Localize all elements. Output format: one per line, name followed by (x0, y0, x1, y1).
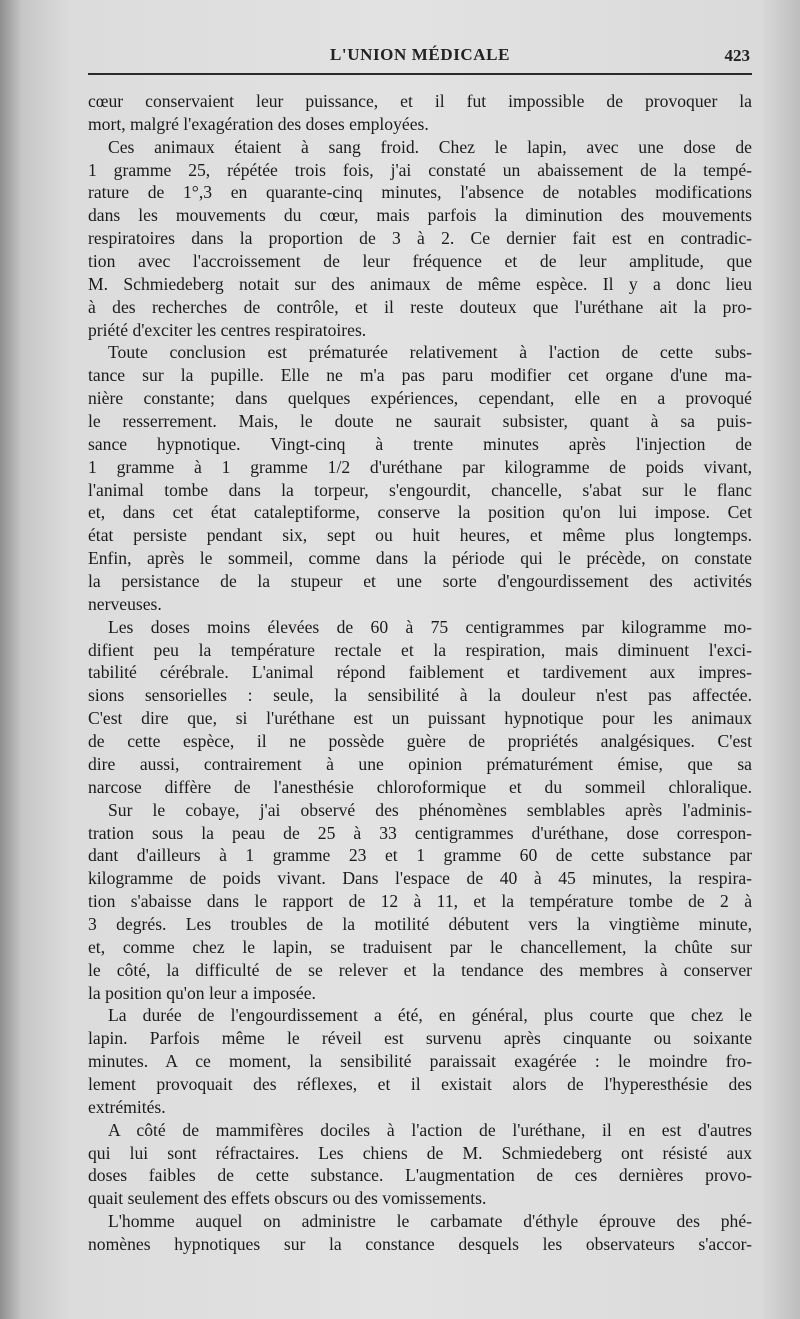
text-line: sions sensorielles : seule, la sensibilité à la douleur n'est pas affectée. (88, 685, 752, 706)
text-line: Sur le cobaye, j'ai observé des phénomènes semblables après l'adminis- (108, 799, 752, 820)
text-line: lapin. Parfois même le réveil est survenu après cinquante ou soixante (88, 1028, 752, 1049)
text-line: dire aussi, contrairement à une opinion prématurément émise, que sa (88, 753, 752, 774)
text-line: la persistance de la stupeur et une sorte d'engourdissement des activités (88, 571, 752, 592)
text-line: et, comme chez le lapin, se traduisent par le chancellement, la chûte sur (88, 936, 752, 957)
text-line: C'est dire que, si l'uréthane est un puissant hypnotique pour les animaux (88, 708, 752, 729)
text-line: minutes. A ce moment, la sensibilité paraissait exagérée : le moindre fro- (88, 1051, 752, 1072)
text-line: l'animal tombe dans la torpeur, s'engourdit, chancelle, s'abat sur le flanc (88, 479, 752, 500)
text-line: nière constante; dans quelques expériences, cependant, elle en a provoqué (88, 388, 752, 409)
text-line: à des recherches de contrôle, et il reste douteux que l'uréthane ait la pro- (88, 296, 752, 317)
text-line: 3 degrés. Les troubles de la motilité débutent vers la vingtième minute, (88, 913, 752, 934)
text-line: mort, malgré l'exagération des doses employées. (88, 113, 429, 134)
text-line: 1 gramme à 1 gramme 1/2 d'uréthane par kilogramme de poids vivant, (88, 456, 752, 477)
text-line: sance hypnotique. Vingt-cinq à trente minutes après l'injection de (88, 433, 752, 454)
text-line: rature de 1°,3 en quarante-cinq minutes, l'absence de notables modifications (88, 182, 752, 203)
page-number: 423 (724, 46, 750, 65)
text-line: nomènes hypnotiques sur la constance desquels les observateurs s'accor- (88, 1233, 752, 1254)
text-line: lement provoquait des réflexes, et il existait alors de l'hyperesthésie des (88, 1073, 752, 1094)
text-line: Ces animaux étaient à sang froid. Chez le lapin, avec une dose de (108, 136, 752, 157)
text-line: le resserrement. Mais, le doute ne saurait subsister, quant à sa puis- (88, 411, 752, 432)
page-header (88, 40, 752, 76)
text-line: nerveuses. (88, 593, 162, 614)
text-line: respiratoires dans la proportion de 3 à 2. Ce dernier fait est en contradic- (88, 228, 752, 249)
body-text (88, 90, 752, 1256)
text-line: tration sous la peau de 25 à 33 centigrammes d'uréthane, dose correspon- (88, 822, 752, 843)
text-line: de cette espèce, il ne possède guère de propriétés analgésiques. C'est (88, 731, 752, 752)
text-line: le côté, la difficulté de se relever et la tendance des membres à conserver (88, 959, 752, 980)
text-line: kilogramme de poids vivant. Dans l'espace de 40 à 45 minutes, la respira- (88, 868, 752, 889)
text-line: M. Schmiedeberg notait sur des animaux de même espèce. Il y a donc lieu (88, 273, 752, 294)
text-line: Les doses moins élevées de 60 à 75 centigrammes par kilogramme mo- (108, 616, 752, 637)
text-line: extrémités. (88, 1096, 166, 1117)
text-line: Enfin, après le sommeil, comme dans la période qui le précède, on constate (88, 548, 752, 569)
text-line: la position qu'on leur a imposée. (88, 982, 316, 1003)
text-line: cœur conservaient leur puissance, et il fut impossible de provoquer la (88, 91, 752, 111)
text-line: tance sur la pupille. Elle ne m'a pas paru modifier cet organe d'une ma- (88, 365, 752, 386)
text-line: difient peu la température rectale et la respiration, mais diminuent l'exci- (88, 639, 752, 660)
running-title: L'UNION MÉDICALE (329, 45, 511, 64)
text-line: tion s'abaisse dans le rapport de 12 à 11, et la température tombe de 2 à (88, 891, 752, 912)
text-line: qui lui sont réfractaires. Les chiens de M. Schmiedeberg ont résisté aux (88, 1142, 752, 1163)
header-rule (88, 73, 752, 75)
text-line: quait seulement des effets obscurs ou des vomissements. (88, 1188, 487, 1209)
text-line: et, dans cet état cataleptiforme, conserve la position qu'on lui impose. Cet (88, 502, 752, 523)
text-line: dans les mouvements du cœur, mais parfois la diminution des mouvements (88, 205, 752, 226)
text-line: 1 gramme 25, répétée trois fois, j'ai constaté un abaissement de la tempé- (88, 159, 752, 180)
text-line: priété d'exciter les centres respiratoires. (88, 319, 367, 340)
text-line: La durée de l'engourdissement a été, en général, plus courte que chez le (108, 1005, 752, 1026)
text-line: état persiste pendant six, sept ou huit heures, et même plus longtemps. (88, 525, 752, 546)
text-line: A côté de mammifères dociles à l'action de l'uréthane, il en est d'autres (108, 1119, 752, 1140)
text-line: Toute conclusion est prématurée relativement à l'action de cette subs- (108, 342, 752, 363)
text-line: narcose diffère de l'anesthésie chloroformique et du sommeil chloralique. (88, 776, 752, 797)
text-line: doses faibles de cette substance. L'augmentation de ces dernières provo- (88, 1165, 752, 1186)
text-line: tion avec l'accroissement de leur fréquence et de leur amplitude, que (88, 251, 752, 272)
text-line: L'homme auquel on administre le carbamate d'éthyle éprouve des phé- (108, 1211, 752, 1232)
text-line: dant d'ailleurs à 1 gramme 23 et 1 gramme 60 de cette substance par (88, 845, 752, 866)
text-line: tabilité cérébrale. L'animal répond faiblement et tardivement aux impres- (88, 662, 752, 683)
